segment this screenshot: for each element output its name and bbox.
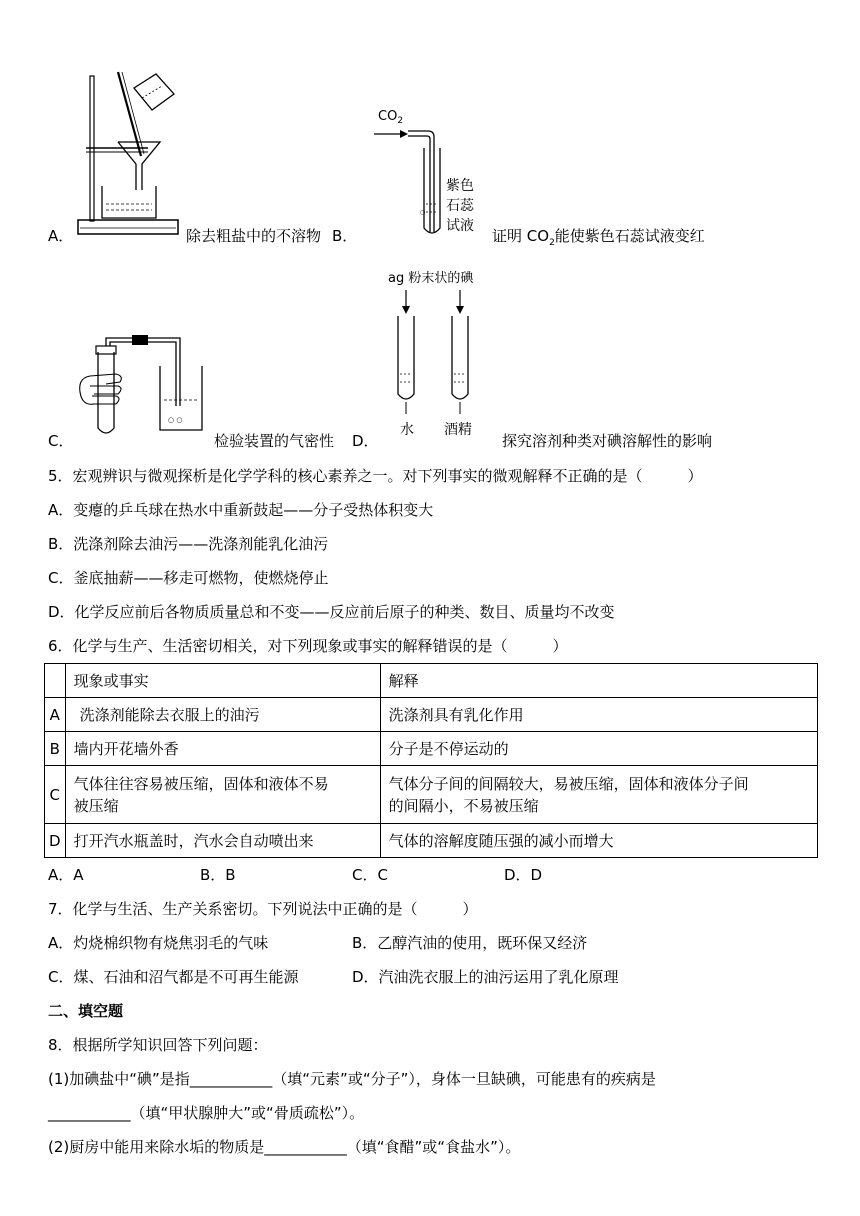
q6-option-d: D．D bbox=[504, 866, 543, 884]
q8-stem: 8．根据所学知识回答下列问题： bbox=[48, 1036, 268, 1054]
q8-part2: (2)厨房中能用来除水垢的物质是___________（填“食醋”或“食盐水”）。 bbox=[48, 1138, 521, 1156]
q5-option-a: A．变瘪的乒乓球在热水中重新鼓起——分子受热体积变大 bbox=[48, 501, 434, 519]
q8-part1-line2: ___________（填“甲状腺肿大”或“骨质疏松”）。 bbox=[48, 1104, 365, 1122]
iodine-solubility-figure bbox=[384, 268, 500, 440]
option-d-text: 探究溶剂种类对碘溶解性的影响 bbox=[502, 432, 713, 450]
liquid-label-3: 试液 bbox=[446, 218, 474, 234]
alcohol-label: 酒精 bbox=[444, 422, 472, 438]
table-row: B 墙内开花墙外香 分子是不停运动的 bbox=[45, 732, 818, 766]
q7-option-a: A．灼烧棉织物有烧焦羽毛的气味 bbox=[48, 934, 269, 952]
q7-option-b: B．乙醇汽油的使用，既环保又经济 bbox=[352, 934, 588, 952]
option-b-text: 证明 $CO_2$能使紫色石蕊试液变红 bbox=[492, 227, 705, 248]
q5-option-d: D．化学反应前后各物质质量总和不变——反应前后原子的种类、数目、质量均不改变 bbox=[48, 603, 615, 621]
option-a-label: A． bbox=[48, 227, 74, 245]
option-a-text: 除去粗盐中的不溶物 bbox=[186, 227, 322, 245]
q6-stem: 6．化学与生产、生活密切相关，对下列现象或事实的解释错误的是（ ） bbox=[48, 637, 568, 655]
q6-option-a: A．A bbox=[48, 866, 84, 884]
q8-part1-line1: (1)加碘盐中“碘”是指___________（填“元素”或“分子”），身体一旦缺碘，可能患有的疾病是 bbox=[48, 1070, 656, 1088]
q7-option-d: D．汽油洗衣服上的油污运用了乳化原理 bbox=[352, 968, 619, 986]
q5-option-c: C．釜底抽薪——移走可燃物，使燃烧停止 bbox=[48, 569, 329, 587]
svg-text:CO2: $CO_2$ bbox=[378, 109, 404, 126]
option-d-label: D． bbox=[352, 432, 379, 450]
filtration-apparatus-figure bbox=[76, 68, 186, 240]
q6-option-c: C．C bbox=[352, 866, 388, 884]
q7-stem: 7．化学与生活、生产关系密切。下列说法中正确的是（ ） bbox=[48, 900, 478, 918]
option-c-label: C． bbox=[48, 432, 74, 450]
table-row: A 洗涤剂能除去衣服上的油污 洗涤剂具有乳化作用 bbox=[45, 698, 818, 732]
q5-option-b: B．洗涤剂除去油污——洗涤剂能乳化油污 bbox=[48, 535, 329, 553]
svg-text:○: ○ bbox=[420, 209, 426, 216]
water-label: 水 bbox=[400, 422, 414, 438]
liquid-label-2: 石蕊 bbox=[446, 198, 474, 214]
liquid-label-1: 紫色 bbox=[446, 178, 474, 194]
option-c-text: 检验装置的气密性 bbox=[214, 432, 335, 450]
table-header-row bbox=[45, 664, 818, 698]
q5-stem: 5．宏观辨识与微观探析是化学学科的核心素养之一。对下列事实的微观解释不正确的是（ ） bbox=[48, 467, 703, 485]
iodine-label: ag 粉末状的碘 bbox=[388, 271, 474, 286]
table-row: D 打开汽水瓶盖时，汽水会自动喷出来 气体的溶解度随压强的减小而增大 bbox=[45, 824, 818, 858]
header-fact: 现象或事实 bbox=[65, 664, 380, 698]
option-b-label: B． bbox=[332, 227, 358, 245]
q6-table bbox=[44, 663, 818, 858]
airtightness-check-figure bbox=[76, 332, 216, 442]
q7-option-c: C．煤、石油和沼气都是不可再生能源 bbox=[48, 968, 299, 986]
header-explanation: 解释 bbox=[380, 664, 817, 698]
svg-text:○ ○: ○ ○ bbox=[168, 416, 183, 424]
co2-test-tube-figure bbox=[370, 104, 490, 244]
section-title: 二、填空题 bbox=[48, 1002, 124, 1020]
table-row: C 气体往往容易被压缩，固体和液体不易 被压缩 气体分子间的间隔较大，易被压缩，固体和液体分子间 的间隔小，不易被压缩 bbox=[45, 766, 818, 824]
q6-option-b: B．B bbox=[200, 866, 236, 884]
